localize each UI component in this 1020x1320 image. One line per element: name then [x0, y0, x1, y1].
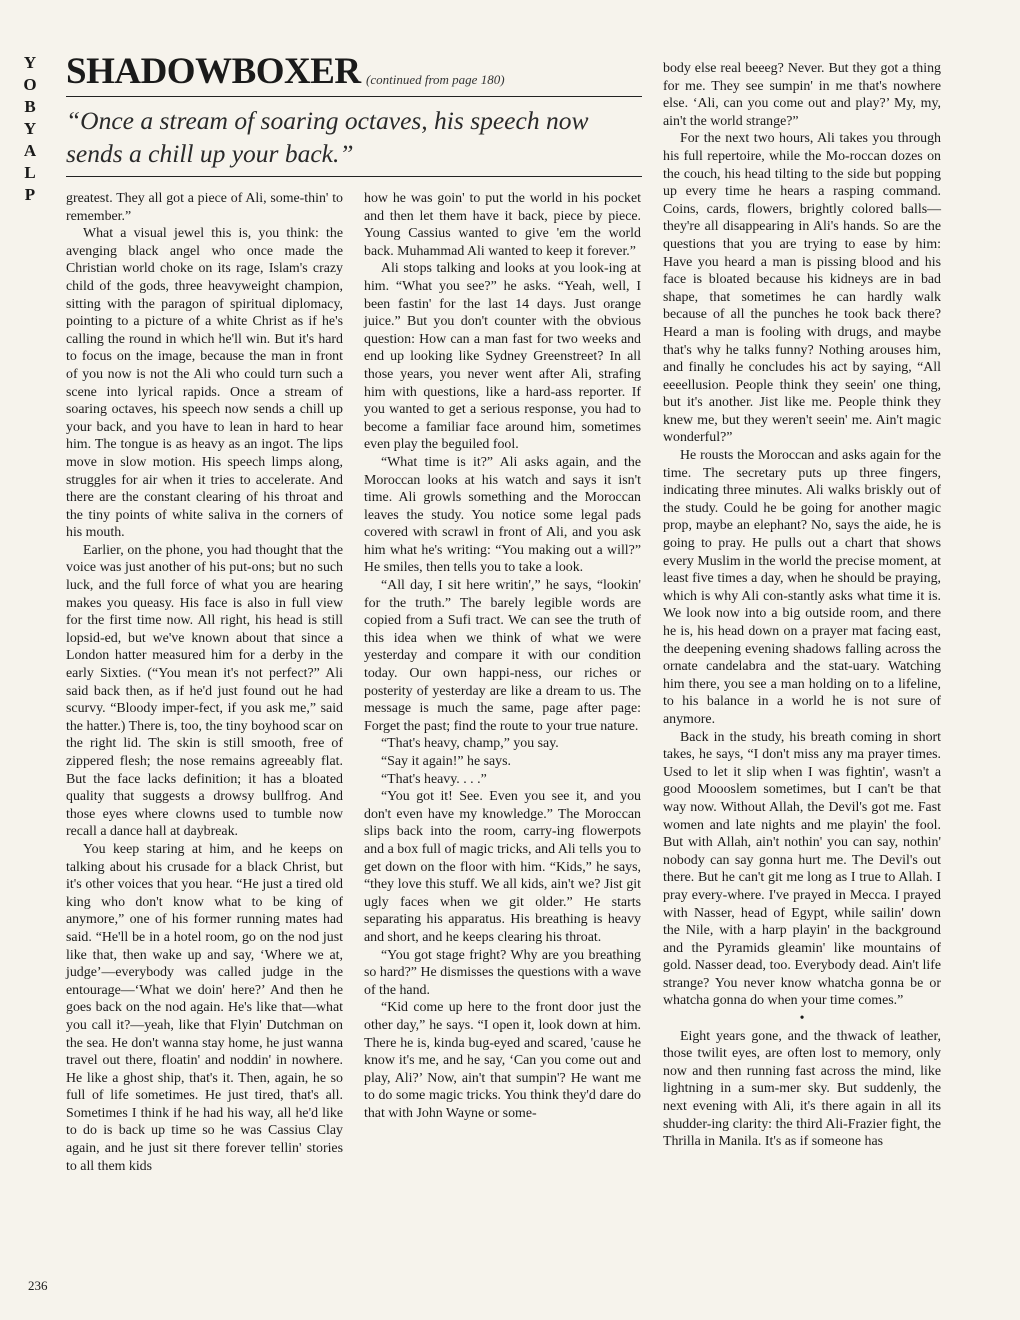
paragraph: “You got stage fright? Why are you breathing so hard?” He dismisses the questions with a wave of the hand. — [364, 947, 641, 998]
paragraph: He rousts the Moroccan and asks again for the time. The secretary puts up three fingers, indicating three minutes. Ali walks briskly out of the study. Could he be going for another magic prop, maybe an elephant? No, says the aide, he is going to pray. He pulls out a chart that shows every Muslim in the world the precise moment, at least five times a day, when he should be praying, which is why Ali con-stantly asks what time it is. We look now into a big outside room, and there he is, his head down on a prayer mat facing east, the deepening evening shadows falling across the ornate candelabra and the stat-uary. Watching him there, you see a man holding on to a lifeline, to his balance in a world he is not sure of anymore. — [663, 448, 941, 727]
margin-label-letter: Y — [23, 53, 37, 72]
article-title: SHADOWBOXER — [66, 51, 361, 92]
continued-note: (continued from page 180) — [366, 72, 505, 87]
paragraph: Back in the study, his breath coming in short takes, he says, “I don't miss any ma prayer times. Used to let it slip when I was fightin', wasn't a good Moooslem sometimes, but I can't be that way now. Without Allah, the Devil's got me. Fast women and late nights and me playin' the fool. But with Allah, ain't nothin' you can say, nothin' nobody can say gonna hurt me. The Devil's out there. But he can't git me long as I true to Allah. I pray every-where. I've prayed in Mecca. I prayed with Nasser, head of Egypt, while sailin' down the Nile, with a harp playin' in the background and the Pyramids gleamin' like mountains of gold. Nasser dead, too. Everybody dead. Ain't life strange? You never know whatcha gonna be or whatcha gonna do when your time comes.” — [663, 729, 941, 1009]
paragraph: greatest. They all got a piece of Ali, some-thin' to remember.” — [66, 191, 343, 224]
margin-label-letter: A — [23, 141, 37, 160]
margin-label-letter: L — [24, 163, 36, 182]
margin-label-letter: P — [24, 185, 36, 204]
paragraph: Eight years gone, and the thwack of leather, those twilit eyes, are often lost to memory, only now and then running fast across the mind, like lightning in a sum-mer sky. But suddenly, the next evening with Ali, it's there again in all its shudder-ing clarity: the third Ali-Frazier fight, the Thrilla in Manila. It's as if someone has — [663, 1028, 941, 1150]
page-number: 236 — [28, 1278, 48, 1293]
text-column-1 — [66, 190, 343, 1175]
paragraph: how he was goin' to put the world in his pocket and then let them have it back, piece by piece. Young Cassius wanted to give 'em the world back. Muhammad Ali wanted to keep it forever.” — [364, 191, 641, 259]
margin-label-letter: O — [23, 75, 37, 94]
margin-label-letter: Y — [23, 119, 37, 138]
paragraph: Earlier, on the phone, you had thought that the voice was just another of his put-ons; but no such luck, and the full force of what you are hearing makes you queasy. His face is also in full view for the first time now. All right, his head is still lopsid-ed, but we've known about that since a London hatter measured him for a derby in the early Sixties. (“You mean it's not perfect?” Ali said back then, as if he'd just found out he had scurvy. “Bloody imper-fect, if you ask me,” said the hatter.) There is, too, the tiny boyhood scar on the right lid. The skin is still smooth, free of zippered flesh; the nose remains agreeably flat. But the face lacks definition; it has a bloated quality that suggests a drowsy bullfrog. And those eyes where clowns used to tumble now recall a dance hall at daybreak. — [66, 542, 343, 840]
section-break: • — [799, 1011, 805, 1027]
header-rule-bottom — [66, 176, 642, 177]
paragraph: body else real beeeg? Never. But they got a thing for me. They see sumpin' in me that's nowhere else. ‘Ali, can you come out and play?’ My, my, ain't the world strange?” — [663, 61, 941, 129]
paragraph: “Kid come up here to the front door just the other day,” he says. “I open it, look down at him. There he is, kinda bug-eyed and scared, 'cause he know it's me, and he say, ‘Can you come out and play, Ali?’ Now, ain't that sumpin'? He want me to do some magic tricks. You think they'd dare do that with John Wayne or some- — [364, 1000, 641, 1121]
paragraph: What a visual jewel this is, you think: the avenging black angel who once made the Christian world choke on its rage, Islam's crazy child of the gods, three heavyweight champion, sitting with the paragon of spiritual diplomacy, pointing to a picture of a white Christ as if he's calling the round in which he'll win. But it's hard to focus on the image, because the man in front of you now is not the Ali who could turn such a scene into lyrical rapids. Once a stream of soaring octaves, his speech now sends a chill up your back, and you have to lean in hard to hear him. The tongue is as heavy as an ingot. The lips move in slow motion. His speech limps along, struggles for air when it tries to accelerate. And there are the constant clearing of his throat and the tiny points of white saliva in the corners of his mouth. — [66, 226, 343, 541]
paragraph: You keep staring at him, and he keeps on talking about his crusade for a black Christ, but it's other voices that you hear. “He just a tired old king who don't know what to be king of anymore,” one of his former running mates had said. “He'll be in a hotel room, go on the nod just like that, then wake up and say, ‘Where we at, judge’—everybody was called judge in the entourage—‘What we doin' here?’ And then he goes back on the nod again. He's like that—what you call it?—yeah, like that Flyin' Dutchman on the sea. He don't wanna stay home, he just wanna travel out there, floatin' and noddin' in nowhere. He like a ghost ship, that's it. Then, again, he so full of life sometimes. He just tired, that's all. Sometimes I think if he had his way, all he'd like to do is back up time so he was Cassius Clay again, and he just sit there forever tellin' stories to all them kids — [66, 841, 343, 1174]
paragraph: For the next two hours, Ali takes you through his full repertoire, while the Mo-roccan dozes on the couch, his head tilting to the side but popping up every time he hears a rasping command. Coins, cards, flowers, brightly colored balls—they're all disappearing in Ali's hands. So are the questions that you are trying to ease by him: Have you heard a man is pissing blood and his face is bloated because his kidneys are in bad shape, that sometimes he can hardly walk because of all the punches he took back there? Heard a man is fooling with drugs, and maybe that's why he talks funny? Nothing arouses him, and finally he concludes his act by saying, “All eeeellusion. People think they seein' one thing, but it's another. Jist like me. People think they knew me, but they weren't seein' me. Ain't magic wonderful?” — [663, 131, 941, 446]
paragraph: “That's heavy. . . .” — [381, 771, 487, 787]
paragraph: “What time is it?” Ali asks again, and the Moroccan looks at his watch and says it isn't time. Ali growls something and the Moroccan leaves the study. You notice some legal pads covered with scrawl in front of Ali, and you ask him what he's writing: “You making out a will?” He smiles, then tells you to take a look. — [364, 454, 641, 576]
paragraph: “All day, I sit here writin',” he says, “lookin' for the truth.” The barely legible words are copied from a Sufi tract. We can see the truth of this idea when we think of what we were yesterday and compare it with our condition today. Our own happi-ness, our riches or posterity of yesterday are like a dream to us. The message is much the same, page after page: Forget the past; find the route to your true nature. — [364, 578, 641, 734]
paragraph: “That's heavy, champ,” you say. — [381, 736, 559, 752]
pull-quote: “Once a stream of soaring octaves, his speech now sends a chill up your back.” — [66, 106, 589, 168]
paragraph: Ali stops talking and looks at you look-ing at him. “What you see?” he asks. “Yeah, well, I been fastin' for the last 14 days. Just orange juice.” But you don't counter with the obvious question: How can a man fast for two weeks and end up looking like Sydney Greenstreet? In all those years, you never went after Ali, strafing him with questions, like a hard-ass reporter. If you wanted to get a serious response, you had to become a familiar face around him, sometimes even play the beguiled fool. — [364, 261, 641, 453]
text-column-3 — [663, 60, 941, 1151]
paragraph: “You got it! See. Even you see it, and you don't even have my knowledge.” The Moroccan slips back into the room, carry-ing flowerpots and a box full of magic tricks, and Ali tells you to get down on the floor with him. “Kids,” he says, “they love this stuff. We all kids, ain't we? Jist git ugly faces when we git older.” He starts separating his apparatus. His breathing is heavy and short, and he keeps clearing his throat. — [364, 789, 641, 945]
paragraph: “Say it again!” he says. — [381, 754, 511, 769]
header-rule-top — [66, 96, 642, 97]
text-column-2 — [364, 190, 641, 1122]
margin-label — [18, 52, 42, 206]
margin-label-letter: B — [24, 97, 36, 116]
